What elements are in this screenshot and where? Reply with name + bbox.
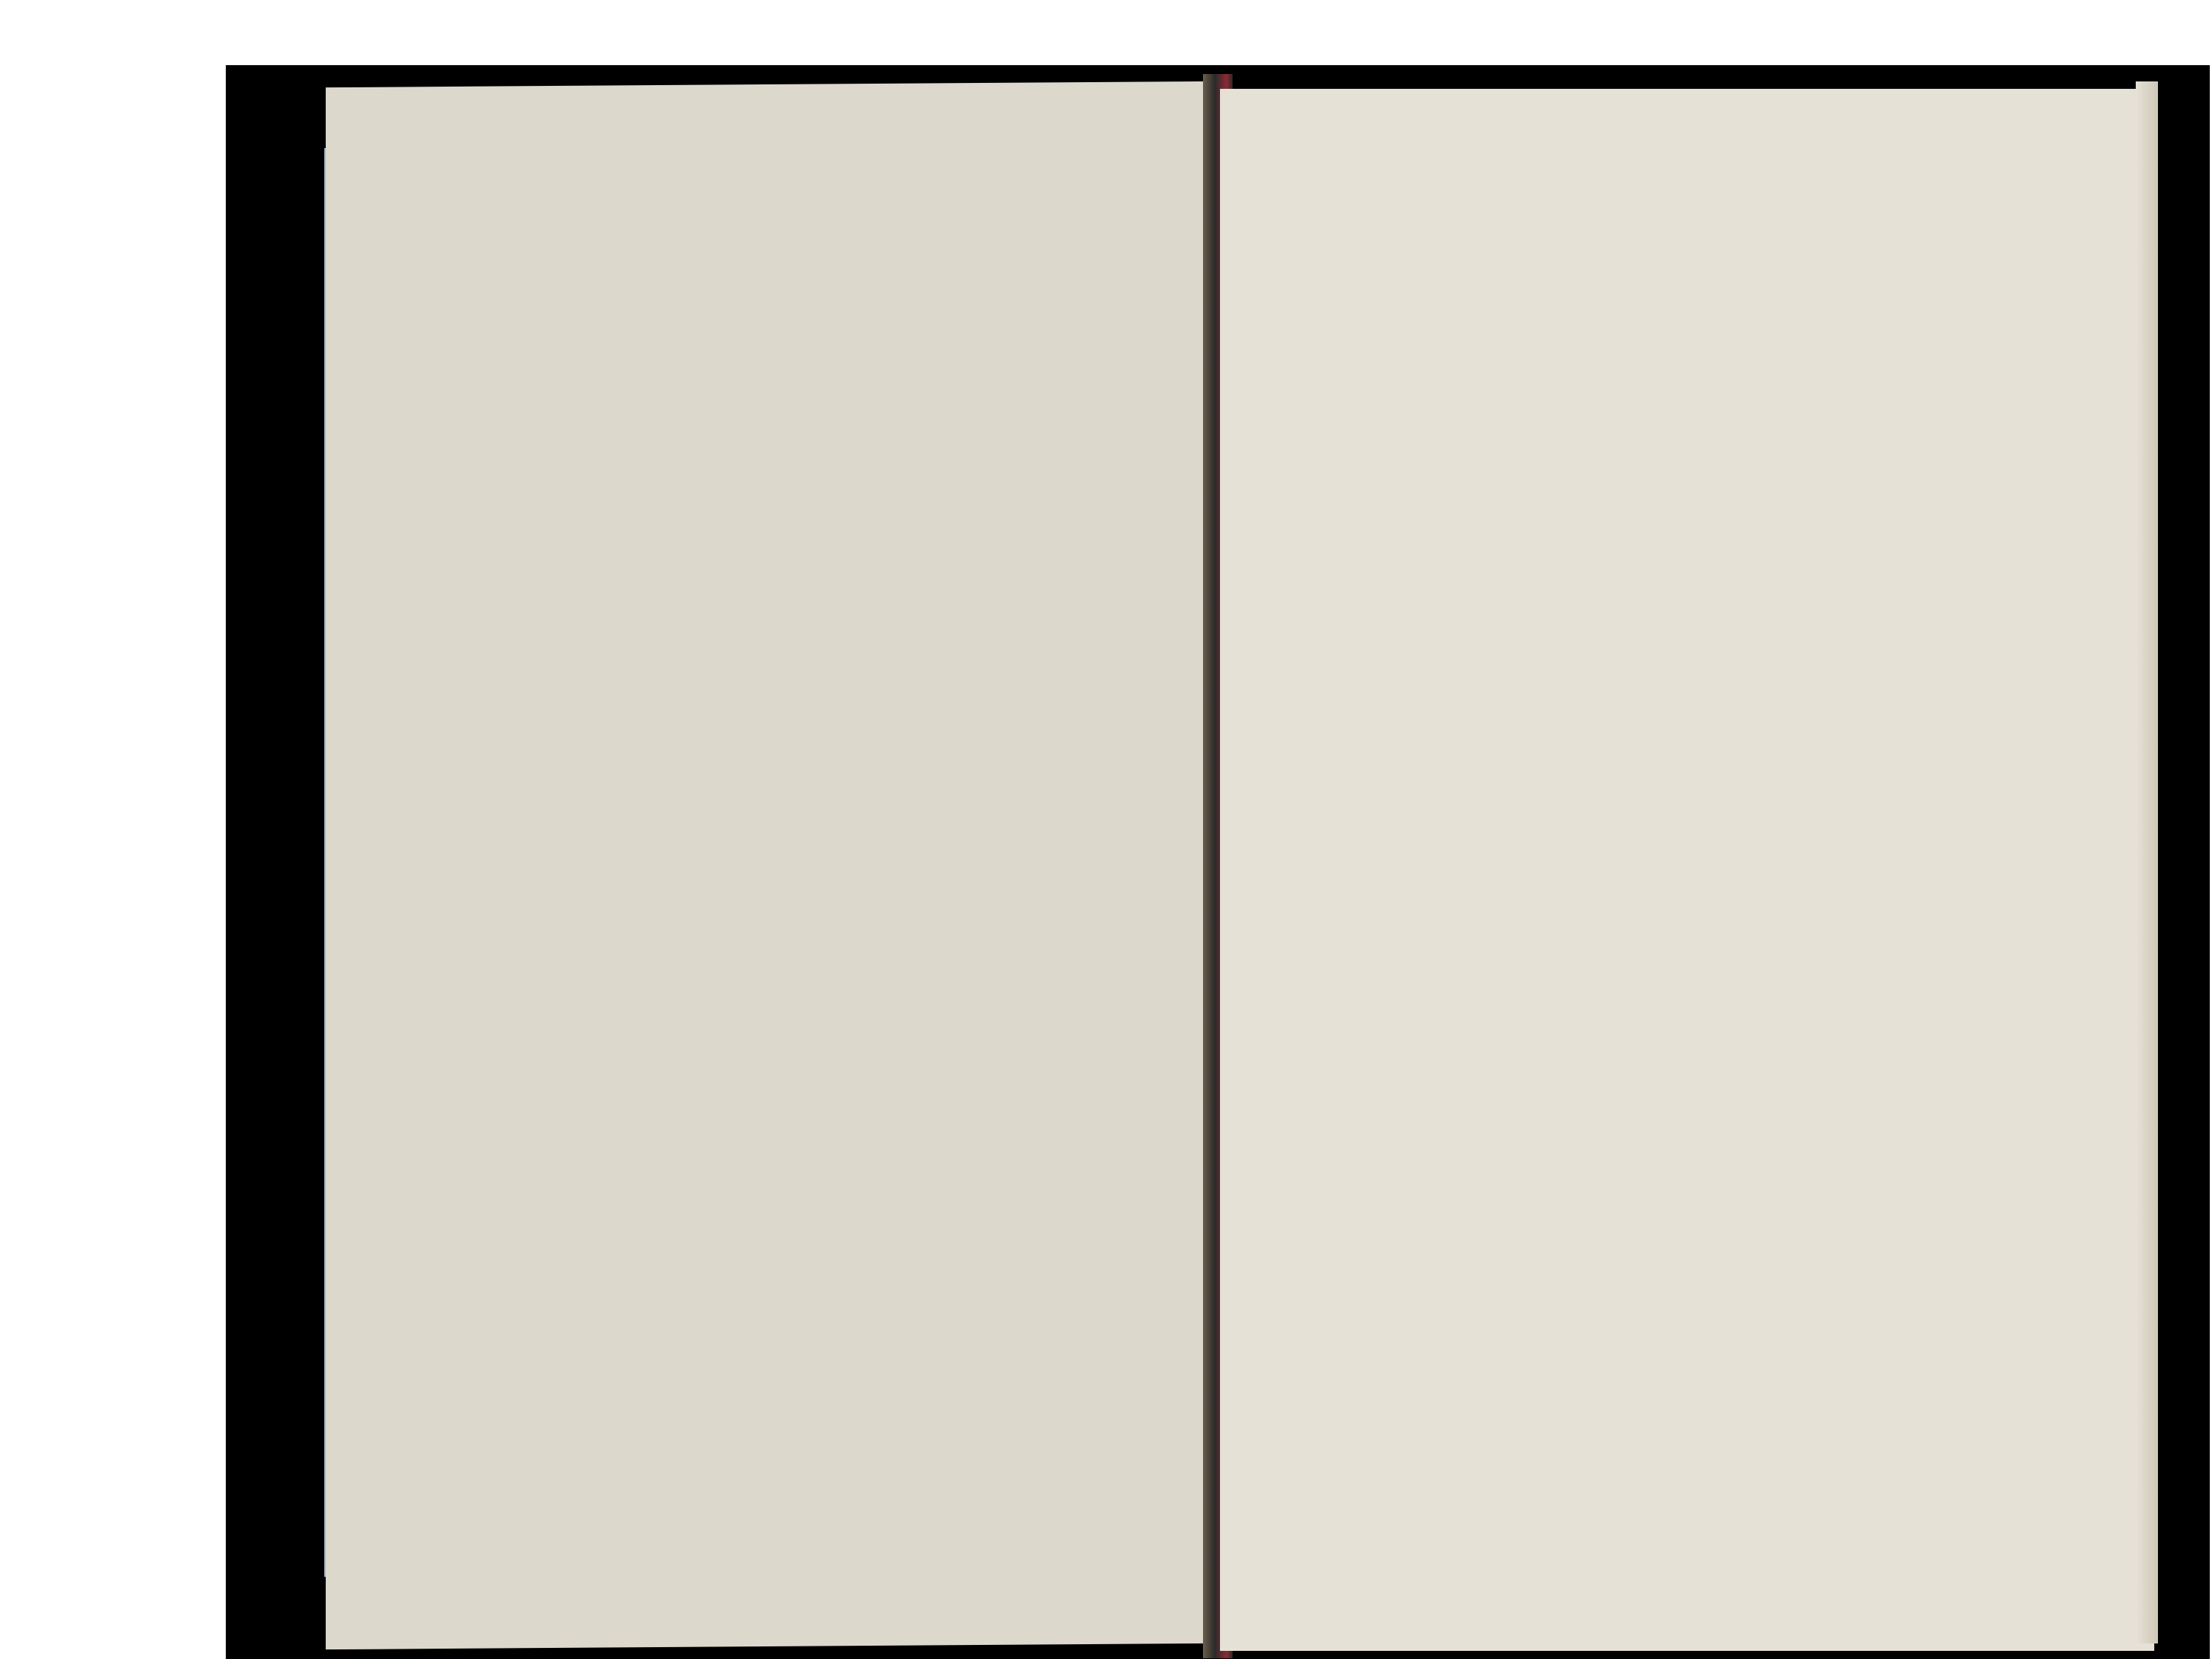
right-page-edge	[2136, 81, 2158, 1643]
census-form-page	[1220, 89, 2154, 1651]
instructions-column-left	[370, 148, 740, 150]
instructions-column-middle	[776, 145, 1201, 148]
form-grid	[1220, 89, 2154, 1651]
left-page	[326, 81, 1210, 1649]
